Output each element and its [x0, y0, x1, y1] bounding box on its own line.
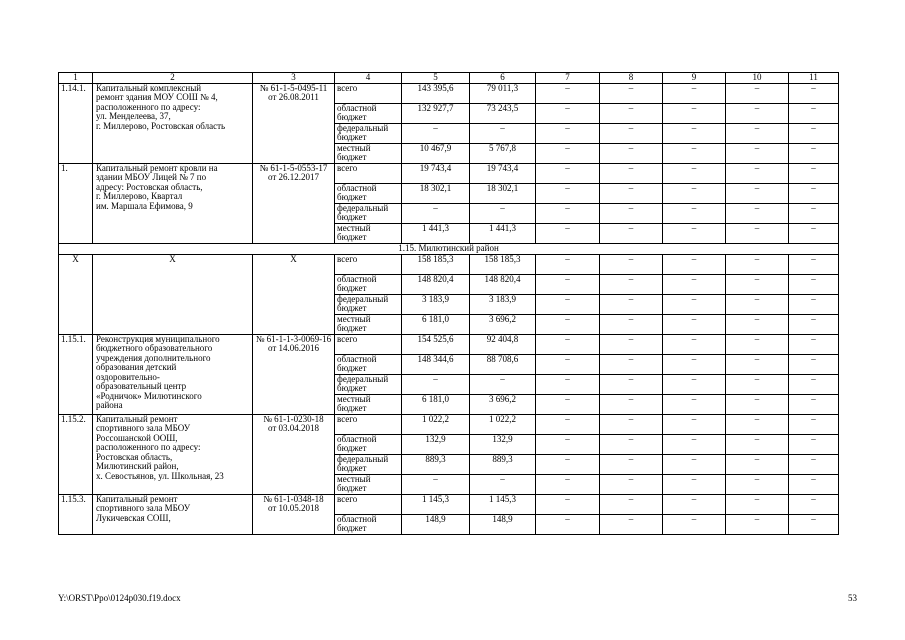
remaining-value: – [470, 474, 536, 494]
table-row [59, 254, 839, 274]
remaining-value: 19 743,4 [470, 163, 536, 183]
table-row [59, 83, 839, 103]
empty-value: – [663, 203, 726, 223]
empty-value: – [600, 494, 663, 514]
remaining-value: 132,9 [470, 434, 536, 454]
document-page [58, 72, 839, 535]
empty-value: – [600, 414, 663, 434]
item-number: X [59, 254, 93, 334]
empty-value: – [789, 203, 839, 223]
empty-value: – [536, 203, 600, 223]
empty-value: – [663, 454, 726, 474]
empty-value: – [726, 474, 789, 494]
remaining-value: 18 302,1 [470, 183, 536, 203]
empty-value: – [536, 274, 600, 294]
col-header: 9 [663, 73, 726, 84]
empty-value: – [536, 103, 600, 123]
empty-value: – [663, 163, 726, 183]
remaining-value: 79 011,3 [470, 83, 536, 103]
empty-value: – [663, 274, 726, 294]
empty-value: – [726, 143, 789, 163]
empty-value: – [600, 254, 663, 274]
cost-value: 3 183,9 [402, 294, 470, 314]
empty-value: – [600, 374, 663, 394]
empty-value: – [536, 494, 600, 514]
section-title: 1.15. Милютинский район [59, 243, 839, 254]
empty-value: – [663, 294, 726, 314]
empty-value: – [663, 334, 726, 354]
item-number: 1. [59, 163, 93, 243]
item-number: 1.15.1. [59, 334, 93, 414]
remaining-value: 148,9 [470, 514, 536, 534]
empty-value: – [726, 203, 789, 223]
empty-value: – [726, 394, 789, 414]
remaining-value: 1 441,3 [470, 223, 536, 243]
item-number: 1.15.3. [59, 494, 93, 534]
empty-value: – [789, 103, 839, 123]
empty-value: – [600, 474, 663, 494]
cost-value: 154 525,6 [402, 334, 470, 354]
empty-value: – [726, 123, 789, 143]
empty-value: – [536, 354, 600, 374]
object-name: Капитальный ремонт спортивного зала МБОУ Россошанской ООШ, расположенного по адресу: Ростовская область, Милютинский район, х. Севостьянов, ул. Школьная, 23 [93, 414, 253, 494]
cost-value: 132 927,7 [402, 103, 470, 123]
header-row [59, 73, 839, 84]
cost-value: 10 467,9 [402, 143, 470, 163]
empty-value: – [726, 183, 789, 203]
funding-source: местный бюджет [335, 314, 402, 334]
empty-value: – [663, 83, 726, 103]
empty-value: – [600, 394, 663, 414]
funding-source: областной бюджет [335, 274, 402, 294]
empty-value: – [600, 203, 663, 223]
empty-value: – [600, 314, 663, 334]
empty-value: – [726, 374, 789, 394]
expert-conclusion: № 61-1-1-3-0069-16 от 14.06.2016 [253, 334, 335, 414]
item-number: 1.14.1. [59, 83, 93, 163]
empty-value: – [663, 494, 726, 514]
empty-value: – [663, 183, 726, 203]
empty-value: – [663, 314, 726, 334]
empty-value: – [789, 474, 839, 494]
empty-value: – [663, 374, 726, 394]
empty-value: – [536, 334, 600, 354]
empty-value: – [726, 414, 789, 434]
footer-page-number: 53 [848, 593, 857, 603]
cost-value: – [402, 123, 470, 143]
cost-value: 143 395,6 [402, 83, 470, 103]
empty-value: – [789, 83, 839, 103]
funding-source: федеральный бюджет [335, 123, 402, 143]
remaining-value: – [470, 123, 536, 143]
funding-source: областной бюджет [335, 183, 402, 203]
empty-value: – [536, 183, 600, 203]
remaining-value: 3 696,2 [470, 394, 536, 414]
empty-value: – [536, 434, 600, 454]
cost-value: 148,9 [402, 514, 470, 534]
empty-value: – [600, 223, 663, 243]
remaining-value: 73 243,5 [470, 103, 536, 123]
funding-source: местный бюджет [335, 223, 402, 243]
cost-value: 19 743,4 [402, 163, 470, 183]
empty-value: – [789, 223, 839, 243]
empty-value: – [789, 394, 839, 414]
empty-value: – [600, 354, 663, 374]
remaining-value: 3 696,2 [470, 314, 536, 334]
remaining-value: 88 708,6 [470, 354, 536, 374]
funding-source: областной бюджет [335, 354, 402, 374]
funding-source: всего [335, 163, 402, 183]
empty-value: – [536, 143, 600, 163]
empty-value: – [726, 334, 789, 354]
empty-value: – [726, 103, 789, 123]
empty-value: – [789, 514, 839, 534]
empty-value: – [789, 454, 839, 474]
cost-value: 6 181,0 [402, 394, 470, 414]
empty-value: – [663, 103, 726, 123]
empty-value: – [789, 294, 839, 314]
empty-value: – [663, 414, 726, 434]
funding-source: местный бюджет [335, 143, 402, 163]
empty-value: – [663, 123, 726, 143]
funding-source: федеральный бюджет [335, 203, 402, 223]
empty-value: – [663, 223, 726, 243]
empty-value: – [726, 223, 789, 243]
empty-value: – [726, 274, 789, 294]
empty-value: – [789, 274, 839, 294]
funding-source: областной бюджет [335, 103, 402, 123]
empty-value: – [536, 83, 600, 103]
table-row [59, 334, 839, 354]
object-name: Капитальный комплексный ремонт здания МОУ СОШ № 4, расположенного по адресу: ул. Менделеева, 37, г. Миллерово, Ростовская область [93, 83, 253, 163]
empty-value: – [536, 254, 600, 274]
expert-conclusion: X [253, 254, 335, 334]
empty-value: – [663, 474, 726, 494]
remaining-value: – [470, 203, 536, 223]
empty-value: – [600, 103, 663, 123]
empty-value: – [789, 123, 839, 143]
empty-value: – [663, 514, 726, 534]
empty-value: – [726, 454, 789, 474]
empty-value: – [536, 514, 600, 534]
cost-value: 6 181,0 [402, 314, 470, 334]
empty-value: – [663, 394, 726, 414]
empty-value: – [536, 163, 600, 183]
empty-value: – [789, 434, 839, 454]
empty-value: – [789, 414, 839, 434]
expert-conclusion: № 61-1-0348-18 от 10.05.2018 [253, 494, 335, 534]
funding-source: всего [335, 83, 402, 103]
object-name: X [93, 254, 253, 334]
empty-value: – [536, 294, 600, 314]
empty-value: – [663, 354, 726, 374]
object-name: Капитальный ремонт спортивного зала МБОУ Лукичевская СОШ, [93, 494, 253, 534]
col-header: 6 [470, 73, 536, 84]
empty-value: – [600, 183, 663, 203]
empty-value: – [726, 163, 789, 183]
funding-source: всего [335, 334, 402, 354]
section-row [59, 243, 839, 254]
col-header: 1 [59, 73, 93, 84]
funding-source: всего [335, 414, 402, 434]
remaining-value: 92 404,8 [470, 334, 536, 354]
cost-value: 148 820,4 [402, 274, 470, 294]
empty-value: – [536, 223, 600, 243]
funding-source: всего [335, 494, 402, 514]
empty-value: – [726, 354, 789, 374]
empty-value: – [663, 143, 726, 163]
empty-value: – [536, 374, 600, 394]
cost-value: 889,3 [402, 454, 470, 474]
col-header: 7 [536, 73, 600, 84]
empty-value: – [600, 294, 663, 314]
expert-conclusion: № 61-1-0230-18 от 03.04.2018 [253, 414, 335, 494]
empty-value: – [726, 314, 789, 334]
empty-value: – [726, 294, 789, 314]
empty-value: – [663, 254, 726, 274]
object-name: Реконструкция муниципального бюджетного образовательного учреждения дополнительного образования детский оздоровительно- образовательный центр «Родничок» Милютинского района [93, 334, 253, 414]
object-name: Капитальный ремонт кровли на здании МБОУ Лицей № 7 по адресу: Ростовская область, г. Миллерово, Квартал им. Маршала Ефимова, 9 [93, 163, 253, 243]
funding-source: федеральный бюджет [335, 374, 402, 394]
col-header: 3 [253, 73, 335, 84]
table-row [59, 494, 839, 514]
remaining-value: 1 145,3 [470, 494, 536, 514]
empty-value: – [663, 434, 726, 454]
empty-value: – [600, 334, 663, 354]
table-row [59, 414, 839, 434]
empty-value: – [789, 334, 839, 354]
empty-value: – [536, 314, 600, 334]
cost-value: 1 022,2 [402, 414, 470, 434]
empty-value: – [789, 163, 839, 183]
empty-value: – [600, 274, 663, 294]
col-header: 4 [335, 73, 402, 84]
empty-value: – [600, 143, 663, 163]
cost-value: 1 145,3 [402, 494, 470, 514]
cost-value: 1 441,3 [402, 223, 470, 243]
remaining-value: 1 022,2 [470, 414, 536, 434]
funding-source: областной бюджет [335, 514, 402, 534]
empty-value: – [789, 183, 839, 203]
empty-value: – [600, 163, 663, 183]
budget-table [58, 72, 839, 535]
empty-value: – [600, 454, 663, 474]
expert-conclusion: № 61-1-5-0495-11 от 26.08.2011 [253, 83, 335, 163]
funding-source: федеральный бюджет [335, 294, 402, 314]
empty-value: – [536, 454, 600, 474]
empty-value: – [789, 354, 839, 374]
empty-value: – [536, 414, 600, 434]
remaining-value: 3 183,9 [470, 294, 536, 314]
cost-value: – [402, 474, 470, 494]
remaining-value: 158 185,3 [470, 254, 536, 274]
cost-value: 148 344,6 [402, 354, 470, 374]
remaining-value: 5 767,8 [470, 143, 536, 163]
empty-value: – [789, 143, 839, 163]
funding-source: областной бюджет [335, 434, 402, 454]
col-header: 5 [402, 73, 470, 84]
empty-value: – [726, 514, 789, 534]
item-number: 1.15.2. [59, 414, 93, 494]
empty-value: – [600, 514, 663, 534]
cost-value: 18 302,1 [402, 183, 470, 203]
cost-value: – [402, 374, 470, 394]
empty-value: – [600, 83, 663, 103]
funding-source: всего [335, 254, 402, 274]
col-header: 10 [726, 73, 789, 84]
empty-value: – [726, 254, 789, 274]
empty-value: – [536, 394, 600, 414]
expert-conclusion: № 61-1-5-0553-17 от 26.12.2017 [253, 163, 335, 243]
empty-value: – [726, 494, 789, 514]
cost-value: 158 185,3 [402, 254, 470, 274]
empty-value: – [600, 123, 663, 143]
empty-value: – [726, 434, 789, 454]
funding-source: местный бюджет [335, 474, 402, 494]
cost-value: – [402, 203, 470, 223]
empty-value: – [789, 374, 839, 394]
col-header: 8 [600, 73, 663, 84]
funding-source: федеральный бюджет [335, 454, 402, 474]
empty-value: – [789, 494, 839, 514]
empty-value: – [726, 83, 789, 103]
empty-value: – [536, 123, 600, 143]
funding-source: местный бюджет [335, 394, 402, 414]
empty-value: – [600, 434, 663, 454]
col-header: 2 [93, 73, 253, 84]
empty-value: – [789, 254, 839, 274]
footer-file-path: Y:\ORST\Ppo\0124p030.f19.docx [58, 593, 181, 603]
remaining-value: 889,3 [470, 454, 536, 474]
col-header: 11 [789, 73, 839, 84]
remaining-value: – [470, 374, 536, 394]
empty-value: – [789, 314, 839, 334]
table-row [59, 163, 839, 183]
cost-value: 132,9 [402, 434, 470, 454]
empty-value: – [536, 474, 600, 494]
remaining-value: 148 820,4 [470, 274, 536, 294]
